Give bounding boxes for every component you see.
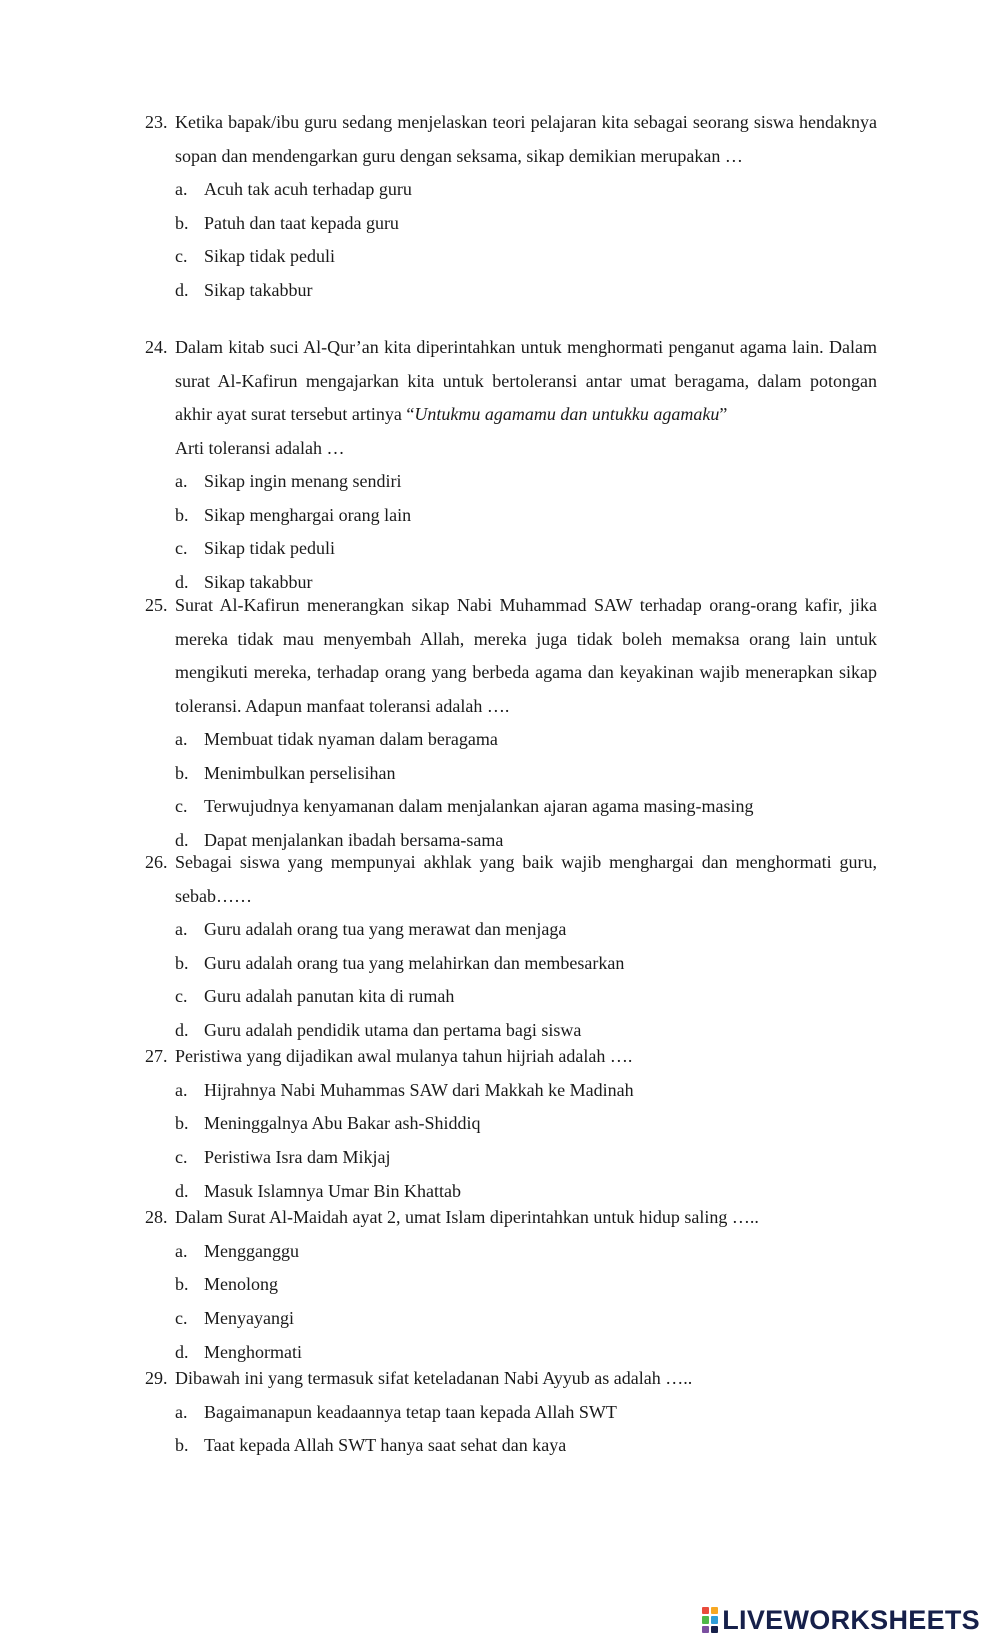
question-number: 29. [145, 1368, 168, 1388]
option-text: Guru adalah orang tua yang melahirkan dan membesarkan [204, 952, 625, 973]
option-a[interactable] [175, 913, 877, 947]
question-number: 28. [145, 1207, 168, 1227]
option-text: Acuh tak acuh terhadap guru [204, 179, 412, 199]
option-letter: b. [175, 1435, 189, 1456]
option-text: Sikap takabbur [204, 280, 313, 301]
question-number: 27. [145, 1046, 168, 1066]
question-stem: Sebagai siswa yang mempunyai akhlak yang baik wajib menghargai dan menghormati guru, sebab…… [175, 852, 877, 906]
question-stem: Peristiwa yang dijadikan awal mulanya tahun hijriah adalah …. [175, 1046, 633, 1066]
liveworksheets-logo-icon [702, 1607, 718, 1633]
stem-text: Dalam kitab suci Al-Qur’an kita diperintahkan untuk menghormati penganut agama lain. Dalam surat Al-Kafirun mengajarkan kita untuk bertoleransi antar umat beragama, dalam potongan akhir ayat surat tersebut artinya “ [175, 337, 877, 424]
option-letter: c. [175, 246, 188, 267]
option-letter: a. [175, 729, 188, 749]
verse-translation: Untukmu agamamu dan untukku agamaku [414, 404, 720, 424]
logo-tile [711, 1626, 718, 1633]
logo-tile [711, 1607, 718, 1614]
option-d[interactable] [175, 274, 877, 308]
option-letter: d. [175, 1341, 189, 1362]
option-text: Sikap tidak peduli [204, 246, 335, 267]
option-letter: d. [175, 280, 189, 301]
option-text: Membuat tidak nyaman dalam beragama [204, 729, 498, 749]
option-letter: d. [175, 572, 189, 593]
question-prompt: Arti toleransi adalah … [175, 437, 345, 458]
option-letter: b. [175, 504, 189, 525]
option-letter: c. [175, 796, 188, 817]
watermark-text: LIVEWORKSHEETS [722, 1604, 980, 1635]
question-27 [145, 1040, 877, 1208]
question-26 [145, 846, 877, 1048]
option-b[interactable] [175, 1429, 877, 1463]
option-text: Peristiwa Isra dam Mikjaj [204, 1146, 391, 1167]
question-25 [145, 589, 877, 858]
option-a[interactable] [175, 1235, 877, 1269]
question-23 [145, 106, 877, 308]
option-text: Sikap menghargai orang lain [204, 504, 412, 525]
logo-tile [702, 1616, 709, 1623]
option-text: Masuk Islamnya Umar Bin Khattab [204, 1180, 461, 1201]
option-a[interactable] [175, 1396, 877, 1430]
option-letter: c. [175, 538, 188, 559]
option-letter: c. [175, 1146, 188, 1167]
option-a[interactable] [175, 723, 877, 757]
option-letter: a. [175, 1240, 188, 1261]
option-a[interactable] [175, 1074, 877, 1108]
question-stem: Surat Al-Kafirun menerangkan sikap Nabi Muhammad SAW terhadap orang-orang kafir, jika mereka tidak mau menyembah Allah, mereka juga tidak boleh memaksa orang lain untuk mengikuti mereka, terhadap orang yang berbeda agama dan keyakinan wajib menerapkan sikap toleransi. Adapun manfaat toleransi adalah …. [175, 595, 877, 716]
option-letter: a. [175, 1079, 188, 1100]
option-letter: a. [175, 919, 188, 939]
option-c[interactable] [175, 1141, 877, 1175]
option-letter: d. [175, 830, 189, 851]
stem-quote-close: ” [719, 404, 728, 424]
question-number: 25. [145, 595, 168, 615]
option-b[interactable] [175, 1107, 877, 1141]
option-letter: b. [175, 1274, 189, 1295]
option-text: Mengganggu [204, 1240, 299, 1261]
option-letter: b. [175, 952, 189, 973]
option-c[interactable] [175, 532, 877, 566]
option-letter: c. [175, 1307, 188, 1328]
option-letter: b. [175, 212, 189, 233]
option-b[interactable] [175, 207, 877, 241]
question-number: 26. [145, 852, 168, 872]
option-letter: a. [175, 471, 188, 491]
question-number: 23. [145, 112, 168, 132]
option-c[interactable] [175, 1302, 877, 1336]
liveworksheets-watermark [702, 1603, 980, 1637]
option-text: Sikap takabbur [204, 572, 313, 593]
option-letter: d. [175, 1020, 189, 1041]
option-text: Menghormati [204, 1341, 302, 1362]
option-text: Menyayangi [204, 1307, 294, 1328]
logo-tile [711, 1616, 718, 1623]
option-b[interactable] [175, 1268, 877, 1302]
option-text: Dapat menjalankan ibadah bersama-sama [204, 830, 504, 851]
question-stem: Dalam Surat Al-Maidah ayat 2, umat Islam diperintahkan untuk hidup saling ….. [175, 1207, 759, 1227]
option-letter: d. [175, 1180, 189, 1201]
option-letter: c. [175, 986, 188, 1007]
option-c[interactable] [175, 980, 877, 1014]
question-number: 24. [145, 337, 168, 357]
option-letter: a. [175, 179, 188, 199]
option-letter: b. [175, 762, 189, 783]
option-letter: a. [175, 1401, 188, 1422]
option-b[interactable] [175, 947, 877, 981]
option-c[interactable] [175, 240, 877, 274]
logo-tile [702, 1607, 709, 1614]
option-b[interactable] [175, 757, 877, 791]
question-24 [145, 331, 877, 600]
option-text: Terwujudnya kenyamanan dalam menjalankan ajaran agama masing-masing [204, 796, 754, 817]
option-text: Guru adalah pendidik utama dan pertama bagi siswa [204, 1020, 582, 1041]
option-text: Menimbulkan perselisihan [204, 762, 396, 783]
question-28 [145, 1201, 877, 1369]
question-29 [145, 1362, 877, 1463]
question-stem [175, 331, 877, 432]
option-text: Guru adalah orang tua yang merawat dan menjaga [204, 919, 567, 939]
option-text: Sikap tidak peduli [204, 538, 335, 559]
option-letter: b. [175, 1113, 189, 1134]
option-a[interactable] [175, 173, 877, 207]
option-text: Hijrahnya Nabi Muhammas SAW dari Makkah ke Madinah [204, 1079, 634, 1100]
option-text: Menolong [204, 1274, 278, 1295]
question-stem: Dibawah ini yang termasuk sifat keteladanan Nabi Ayyub as adalah ….. [175, 1368, 693, 1388]
option-c[interactable] [175, 790, 877, 824]
logo-tile [702, 1626, 709, 1633]
option-text: Guru adalah panutan kita di rumah [204, 986, 455, 1007]
option-text: Meninggalnya Abu Bakar ash-Shiddiq [204, 1113, 481, 1134]
option-text: Patuh dan taat kepada guru [204, 212, 399, 233]
option-text: Bagaimanapun keadaannya tetap taan kepada Allah SWT [204, 1401, 617, 1422]
option-b[interactable] [175, 499, 877, 533]
option-text: Sikap ingin menang sendiri [204, 471, 402, 491]
option-a[interactable] [175, 465, 877, 499]
question-stem: Ketika bapak/ibu guru sedang menjelaskan teori pelajaran kita sebagai seorang siswa hendaknya sopan dan mendengarkan guru dengan seksama, sikap demikian merupakan … [175, 112, 877, 166]
option-text: Taat kepada Allah SWT hanya saat sehat dan kaya [204, 1435, 567, 1456]
